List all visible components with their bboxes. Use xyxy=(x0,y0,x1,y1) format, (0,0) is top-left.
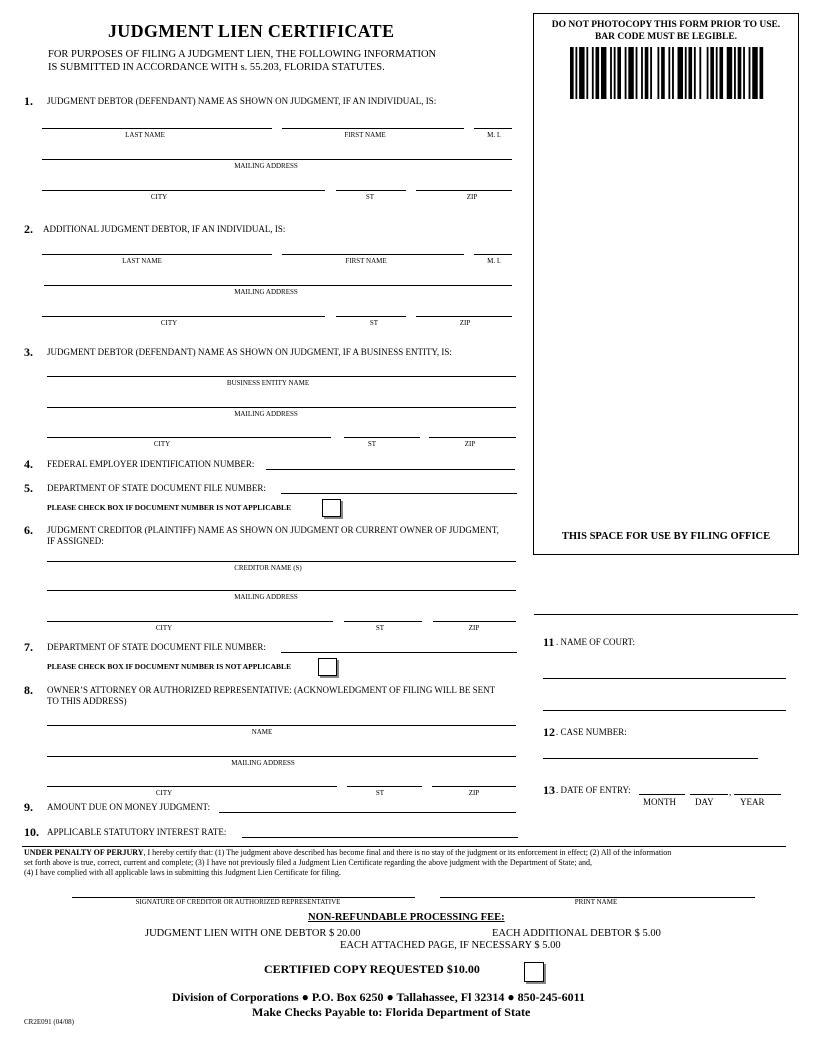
footer-address: Division of Corporations ● P.O. Box 6250 ● Tallahassee, Fl 32314 ● 850-245-6011 xyxy=(172,990,585,1004)
caption-year: YEAR xyxy=(740,797,765,807)
caption-zip: ZIP xyxy=(468,789,480,797)
caption-name: NAME xyxy=(251,728,273,736)
caption-mailing-address: MAILING ADDRESS xyxy=(234,288,298,296)
barcode-warning: BAR CODE MUST BE LEGIBLE. xyxy=(594,32,738,42)
caption-zip: ZIP xyxy=(468,624,480,632)
section-3-number: 3. xyxy=(24,345,33,359)
section-12-label: . CASE NUMBER: xyxy=(556,727,627,737)
certified-copy-label: CERTIFIED COPY REQUESTED $10.00 xyxy=(264,962,480,976)
debtor2-city-field[interactable] xyxy=(42,316,325,317)
debtor1-st-field[interactable] xyxy=(336,190,406,191)
section-8-number: 8. xyxy=(24,683,33,697)
fee-each-debtor: EACH ADDITIONAL DEBTOR $ 5.00 xyxy=(492,928,661,939)
debtor1-zip-field[interactable] xyxy=(416,190,512,191)
entry-day-field[interactable] xyxy=(690,794,728,795)
amount-due-field[interactable] xyxy=(219,812,516,813)
fee-each-page: EACH ATTACHED PAGE, IF NECESSARY $ 5.00 xyxy=(340,940,561,951)
caption-mailing-address: MAILING ADDRESS xyxy=(234,162,298,170)
filing-office-box xyxy=(533,13,799,555)
caption-first-name: FIRST NAME xyxy=(345,257,387,265)
caption-mailing-address: MAILING ADDRESS xyxy=(231,759,295,767)
entry-year-field[interactable] xyxy=(734,794,781,795)
perjury-line-1 xyxy=(24,849,671,857)
business-city-field[interactable] xyxy=(47,437,331,438)
caption-mi: M. I. xyxy=(487,257,501,265)
court-name-field-1[interactable] xyxy=(543,678,786,679)
section-13-number: 13 xyxy=(543,783,555,797)
caption-city: CITY xyxy=(155,624,173,632)
section-10-number: 10. xyxy=(24,825,39,839)
section-6-number: 6. xyxy=(24,523,33,537)
caption-st: ST xyxy=(367,440,377,448)
certified-copy-checkbox[interactable] xyxy=(524,962,544,982)
caption-mailing-address: MAILING ADDRESS xyxy=(234,410,298,418)
section-2-label: ADDITIONAL JUDGMENT DEBTOR, IF AN INDIVIDUAL, IS: xyxy=(43,224,286,234)
section-12-number: 12 xyxy=(543,725,555,739)
business-st-field[interactable] xyxy=(344,437,420,438)
caption-last-name: LAST NAME xyxy=(122,257,162,265)
caption-city: CITY xyxy=(155,789,173,797)
section-1-number: 1. xyxy=(24,94,33,108)
section-8-label-2: TO THIS ADDRESS) xyxy=(47,696,127,706)
debtor-not-applicable-checkbox[interactable] xyxy=(322,499,341,517)
entry-month-field[interactable] xyxy=(639,794,685,795)
caption-st: ST xyxy=(375,624,385,632)
form-code: CR2E091 (04/08) xyxy=(24,1018,74,1026)
section-11-number: 11 xyxy=(543,635,555,649)
section-7-number: 7. xyxy=(24,640,33,654)
debtor2-last-name-field[interactable] xyxy=(42,254,272,255)
perjury-line-3: (4) I have complied with all applicable laws in submitting this Judgment Lien Certificate for filing. xyxy=(24,868,341,877)
caption-signature: SIGNATURE OF CREDITOR OR AUTHORIZED REPRESENTATIVE xyxy=(135,898,341,906)
section-5-check-label: PLEASE CHECK BOX IF DOCUMENT NUMBER IS NOT APPLICABLE xyxy=(47,503,292,512)
attorney-st-field[interactable] xyxy=(347,786,422,787)
case-number-field[interactable] xyxy=(543,758,758,759)
section-9-number: 9. xyxy=(24,800,33,814)
caption-last-name: LAST NAME xyxy=(125,131,165,139)
creditor-document-file-number-field[interactable] xyxy=(281,652,517,653)
debtor-document-file-number-field[interactable] xyxy=(281,493,517,494)
creditor-names-field[interactable] xyxy=(47,561,516,562)
perjury-line-1-text: , I hereby certify that: (1) The judgment above described has become final and there is no stay of the judgment or its enforcement in effect; (2) All of the information xyxy=(143,848,672,857)
caption-mi: M. I. xyxy=(487,131,501,139)
section-8-label-1: OWNER’S ATTORNEY OR AUTHORIZED REPRESENTATIVE: (ACKNOWLEDGMENT OF FILING WILL BE SENT xyxy=(47,685,496,695)
section-4-label: FEDERAL EMPLOYER IDENTIFICATION NUMBER: xyxy=(47,459,255,469)
section-5-number: 5. xyxy=(24,481,33,495)
fein-field[interactable] xyxy=(266,469,515,470)
debtor1-last-name-field[interactable] xyxy=(42,128,272,129)
debtor2-zip-field[interactable] xyxy=(416,316,512,317)
business-zip-field[interactable] xyxy=(429,437,516,438)
section-9-label: AMOUNT DUE ON MONEY JUDGMENT: xyxy=(47,802,211,812)
caption-zip: ZIP xyxy=(459,319,471,327)
perjury-line-2: set forth above is true, correct, current and complete; (3) I have not previously filed a Judgment Lien Certificate regarding the above judgment with the Department of State; and, xyxy=(24,858,593,867)
debtor2-first-name-field[interactable] xyxy=(282,254,464,255)
caption-month: MONTH xyxy=(643,797,676,807)
business-mailing-address-field[interactable] xyxy=(47,407,516,408)
filing-office-label: THIS SPACE FOR USE BY FILING OFFICE xyxy=(561,531,771,542)
no-photocopy-warning: DO NOT PHOTOCOPY THIS FORM PRIOR TO USE. xyxy=(551,20,781,30)
barcode-image xyxy=(570,47,765,99)
section-4-number: 4. xyxy=(24,457,33,471)
caption-creditor-names: CREDITOR NAME (S) xyxy=(234,564,302,572)
section-6-label-2: IF ASSIGNED: xyxy=(47,536,104,546)
creditor-city-field[interactable] xyxy=(47,621,333,622)
caption-st: ST xyxy=(369,319,379,327)
caption-zip: ZIP xyxy=(466,193,478,201)
footer-payable: Make Checks Payable to: Florida Department of State xyxy=(252,1005,531,1019)
attorney-city-field[interactable] xyxy=(47,786,337,787)
creditor-not-applicable-checkbox[interactable] xyxy=(318,658,337,676)
caption-city: CITY xyxy=(160,319,178,327)
section-7-check-label: PLEASE CHECK BOX IF DOCUMENT NUMBER IS NOT APPLICABLE xyxy=(47,662,292,671)
intro-line-2: IS SUBMITTED IN ACCORDANCE WITH s. 55.203, FLORIDA STATUTES. xyxy=(48,62,385,73)
caption-mailing-address: MAILING ADDRESS xyxy=(234,593,298,601)
right-column-divider xyxy=(534,614,798,615)
debtor2-mi-field[interactable] xyxy=(474,254,512,255)
section-3-label: JUDGMENT DEBTOR (DEFENDANT) NAME AS SHOWN ON JUDGMENT, IF A BUSINESS ENTITY, IS: xyxy=(47,347,452,357)
caption-st: ST xyxy=(375,789,385,797)
perjury-divider xyxy=(22,846,786,847)
section-7-label: DEPARTMENT OF STATE DOCUMENT FILE NUMBER: xyxy=(47,642,266,652)
caption-city: CITY xyxy=(150,193,168,201)
perjury-lead: UNDER PENALTY OF PERJURY xyxy=(24,848,144,857)
creditor-st-field[interactable] xyxy=(344,621,422,622)
form-title: JUDGMENT LIEN CERTIFICATE xyxy=(108,21,395,41)
intro-line-1: FOR PURPOSES OF FILING A JUDGMENT LIEN, THE FOLLOWING INFORMATION xyxy=(48,49,437,60)
caption-day: DAY xyxy=(695,797,714,807)
section-6-label-1: JUDGMENT CREDITOR (PLAINTIFF) NAME AS SHOWN ON JUDGMENT OR CURRENT OWNER OF JUDGMENT, xyxy=(47,525,499,535)
creditor-zip-field[interactable] xyxy=(433,621,516,622)
caption-print-name: PRINT NAME xyxy=(574,898,618,906)
attorney-mailing-address-field[interactable] xyxy=(47,756,516,757)
caption-business-entity-name: BUSINESS ENTITY NAME xyxy=(226,379,310,387)
attorney-zip-field[interactable] xyxy=(432,786,516,787)
section-1-label: JUDGMENT DEBTOR (DEFENDANT) NAME AS SHOWN ON JUDGMENT, IF AN INDIVIDUAL, IS: xyxy=(47,96,437,106)
fee-one-debtor: JUDGMENT LIEN WITH ONE DEBTOR $ 20.00 xyxy=(145,928,361,939)
business-entity-name-field[interactable] xyxy=(47,376,516,377)
section-5-label: DEPARTMENT OF STATE DOCUMENT FILE NUMBER: xyxy=(47,483,266,493)
debtor2-mailing-address-field[interactable] xyxy=(44,285,512,286)
section-11-label: . NAME OF COURT: xyxy=(556,637,636,647)
caption-st: ST xyxy=(365,193,375,201)
caption-zip: ZIP xyxy=(464,440,476,448)
court-name-field-2[interactable] xyxy=(543,710,786,711)
attorney-name-field[interactable] xyxy=(47,725,516,726)
caption-first-name: FIRST NAME xyxy=(344,131,386,139)
fee-heading: NON-REFUNDABLE PROCESSING FEE: xyxy=(308,912,505,923)
date-comma: , xyxy=(729,787,732,797)
debtor1-mailing-address-field[interactable] xyxy=(42,159,512,160)
section-2-number: 2. xyxy=(24,222,33,236)
section-13-label: . DATE OF ENTRY: xyxy=(556,785,631,795)
debtor1-city-field[interactable] xyxy=(42,190,325,191)
debtor2-st-field[interactable] xyxy=(336,316,406,317)
caption-city: CITY xyxy=(153,440,171,448)
debtor1-mi-field[interactable] xyxy=(474,128,512,129)
debtor1-first-name-field[interactable] xyxy=(282,128,464,129)
section-10-label: APPLICABLE STATUTORY INTEREST RATE: xyxy=(47,827,227,837)
creditor-mailing-address-field[interactable] xyxy=(47,590,516,591)
interest-rate-field[interactable] xyxy=(242,837,518,838)
